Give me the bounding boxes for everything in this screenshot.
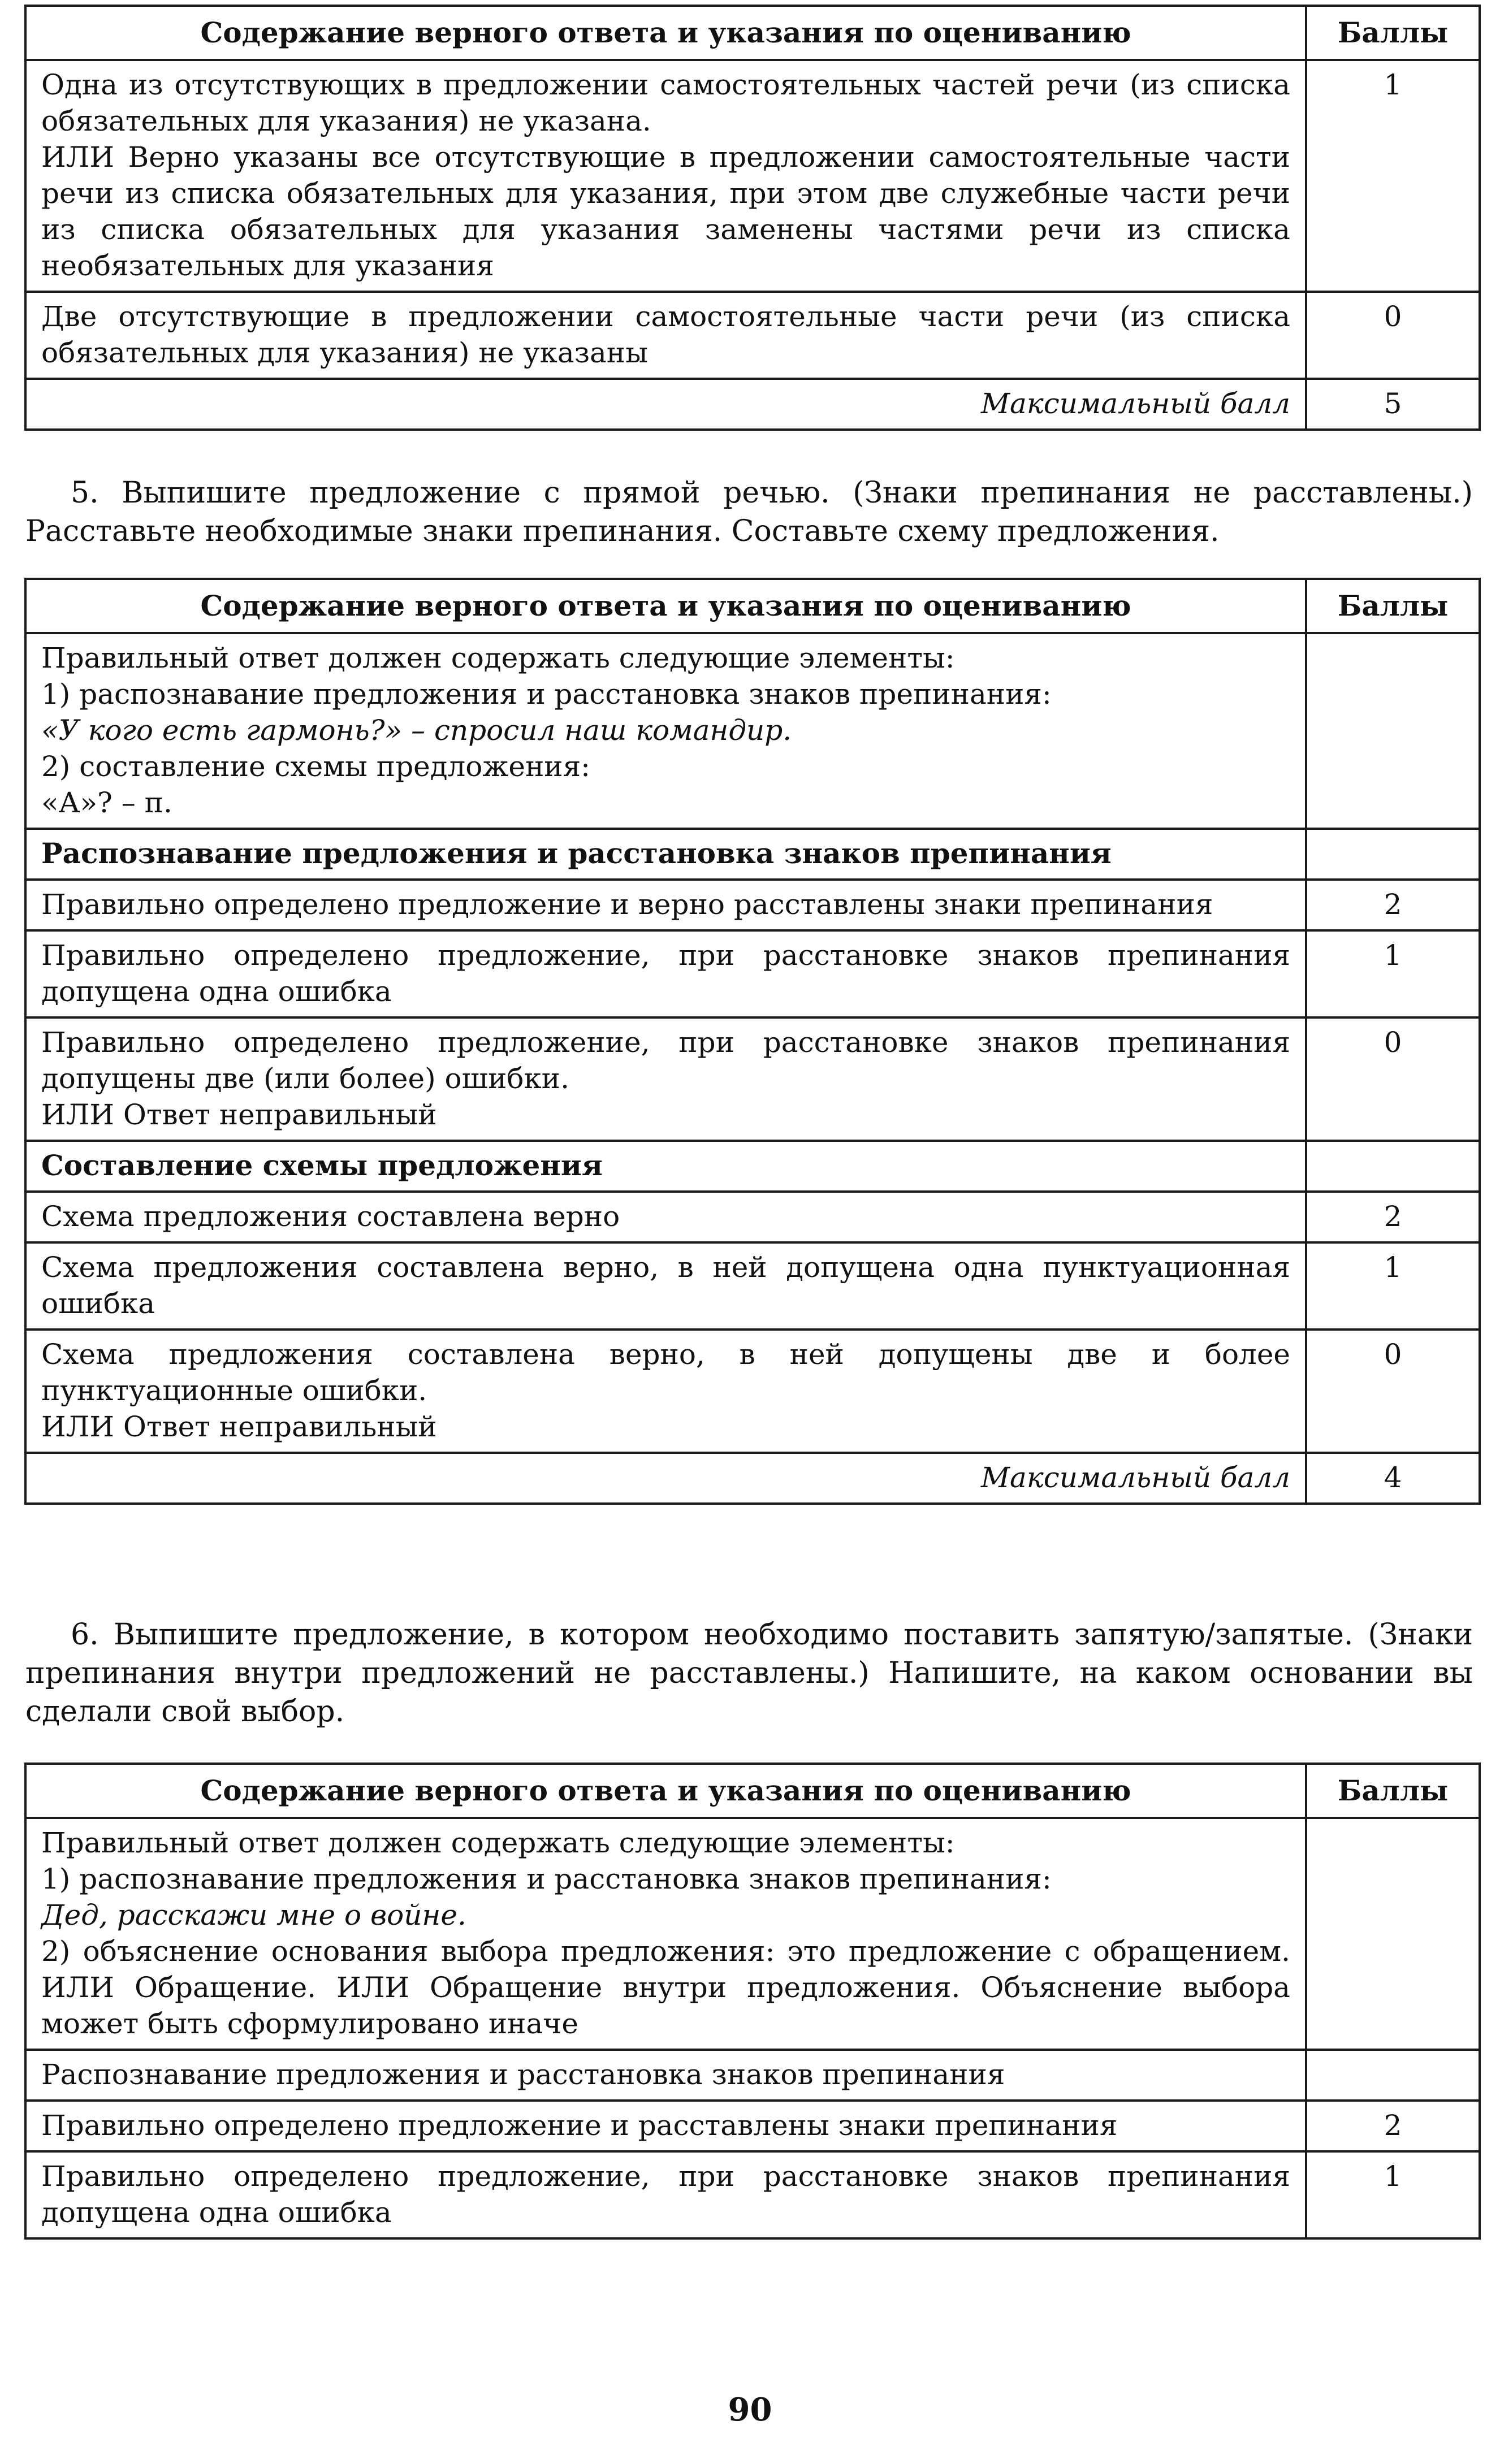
points-cell: 1 <box>1306 60 1480 292</box>
header-points: Баллы <box>1306 6 1480 60</box>
points-cell: 0 <box>1306 1017 1480 1141</box>
table-row <box>25 930 1480 1017</box>
header-content: Содержание верного ответа и указания по оцениванию <box>25 1764 1306 1818</box>
section-title: Составление схемы предложения <box>25 1141 1306 1192</box>
table-row <box>25 1017 1480 1141</box>
grading-table-task6 <box>24 1763 1481 2240</box>
header-points: Баллы <box>1306 1764 1480 1818</box>
section-title: Распознавание предложения и расстановка знаков препинания <box>25 829 1306 880</box>
task-5-text: 5. Выпишите предложение с прямой речью. (Знаки препинания не расставлены.) Расставьте необходимые знаки препинания. Составьте схему предложения. <box>25 476 1473 548</box>
points-cell: 0 <box>1306 1330 1480 1453</box>
points-cell: 1 <box>1306 2151 1480 2238</box>
table-header-row <box>25 1764 1480 1818</box>
table-header-row <box>25 579 1480 633</box>
points-cell <box>1306 1818 1480 2050</box>
max-score-value: 5 <box>1306 379 1480 430</box>
points-cell: 1 <box>1306 930 1480 1017</box>
max-score-label: Максимальный балл <box>25 1453 1306 1504</box>
max-score-row <box>25 1453 1480 1504</box>
criterion-text: Схема предложения составлена верно, в ней допущена одна пунктуационная ошибка <box>25 1242 1306 1330</box>
criterion-text: Правильно определено предложение, при расстановке знаков препинания допущена одна ошибка <box>25 2151 1306 2238</box>
max-score-label: Максимальный балл <box>25 379 1306 430</box>
max-score-row <box>25 379 1480 430</box>
section-row <box>25 2050 1480 2101</box>
points-cell: 2 <box>1306 880 1480 930</box>
section-row <box>25 1141 1480 1192</box>
table-row <box>25 60 1480 292</box>
header-content: Содержание верного ответа и указания по оцениванию <box>25 6 1306 60</box>
criterion-text: Правильно определено предложение, при расстановке знаков препинания допущены две (или более) ошибки. ИЛИ Ответ неправильный <box>25 1017 1306 1141</box>
criterion-text: Правильно определено предложение и верно расставлены знаки препинания <box>25 880 1306 930</box>
header-content: Содержание верного ответа и указания по оцениванию <box>25 579 1306 633</box>
max-score-value: 4 <box>1306 1453 1480 1504</box>
correct-answer: Правильный ответ должен содержать следующие элементы: 1) распознавание предложения и расстановка знаков препинания: Дед, расскажи мне о войне. 2) объяснение основания выбора предложения: это предложение с обращением. ИЛИ Обращение. ИЛИ Обращение внутри предложения. Объяснение выбора может быть сформулировано иначе <box>25 1818 1306 2050</box>
points-cell: 2 <box>1306 2101 1480 2151</box>
table-row <box>25 1330 1480 1453</box>
header-points: Баллы <box>1306 579 1480 633</box>
criterion-text: Две отсутствующие в предложении самостоятельные части речи (из списка обязательных для указания) не указаны <box>25 292 1306 379</box>
task-6-text: 6. Выпишите предложение, в котором необходимо поставить запятую/запятые. (Знаки препинания внутри предложений не расставлены.) Напишите, на каком основании вы сделали свой выбор. <box>25 1618 1473 1729</box>
table-row <box>25 2151 1480 2238</box>
table-row <box>25 2101 1480 2151</box>
criterion-text: Правильно определено предложение, при расстановке знаков препинания допущена одна ошибка <box>25 930 1306 1017</box>
table-row <box>25 880 1480 930</box>
table-row <box>25 292 1480 379</box>
table-row <box>25 1192 1480 1242</box>
answer-row <box>25 1818 1480 2050</box>
section-row <box>25 829 1480 880</box>
section-title: Распознавание предложения и расстановка знаков препинания <box>25 2050 1306 2101</box>
points-cell: 2 <box>1306 1192 1480 1242</box>
answer-sentence: Дед, расскажи мне о войне. <box>41 1899 466 1932</box>
points-cell <box>1306 2050 1480 2101</box>
correct-answer: Правильный ответ должен содержать следующие элементы: 1) распознавание предложения и расстановка знаков препинания: «У кого есть гармонь?» – спросил наш командир. 2) составление схемы предложения: «А»? – п. <box>25 633 1306 829</box>
points-cell <box>1306 1141 1480 1192</box>
table-header-row <box>25 6 1480 60</box>
criterion-text: Схема предложения составлена верно <box>25 1192 1306 1242</box>
grading-table-task5 <box>24 578 1481 1505</box>
points-cell <box>1306 829 1480 880</box>
grading-table-task4 <box>24 5 1481 431</box>
answer-row <box>25 633 1480 829</box>
points-cell: 0 <box>1306 292 1480 379</box>
answer-sentence: «У кого есть гармонь?» – спросил наш командир. <box>41 714 792 747</box>
criterion-text: Правильно определено предложение и расставлены знаки препинания <box>25 2101 1306 2151</box>
table-row <box>25 1242 1480 1330</box>
points-cell: 1 <box>1306 1242 1480 1330</box>
page-number: 90 <box>728 2391 772 2428</box>
criterion-text: Одна из отсутствующих в предложении самостоятельных частей речи (из списка обязательных для указания) не указана. ИЛИ Верно указаны все отсутствующие в предложении самостоятельные части речи из списка обязательных для указания, при этом две служебные части речи из списка обязательных для указания заменены частями речи из списка необязательных для указания <box>25 60 1306 292</box>
points-cell <box>1306 633 1480 829</box>
criterion-text: Схема предложения составлена верно, в ней допущены две и более пунктуационные ошибки. ИЛИ Ответ неправильный <box>25 1330 1306 1453</box>
answer-scheme: «А»? – п. <box>41 786 172 819</box>
